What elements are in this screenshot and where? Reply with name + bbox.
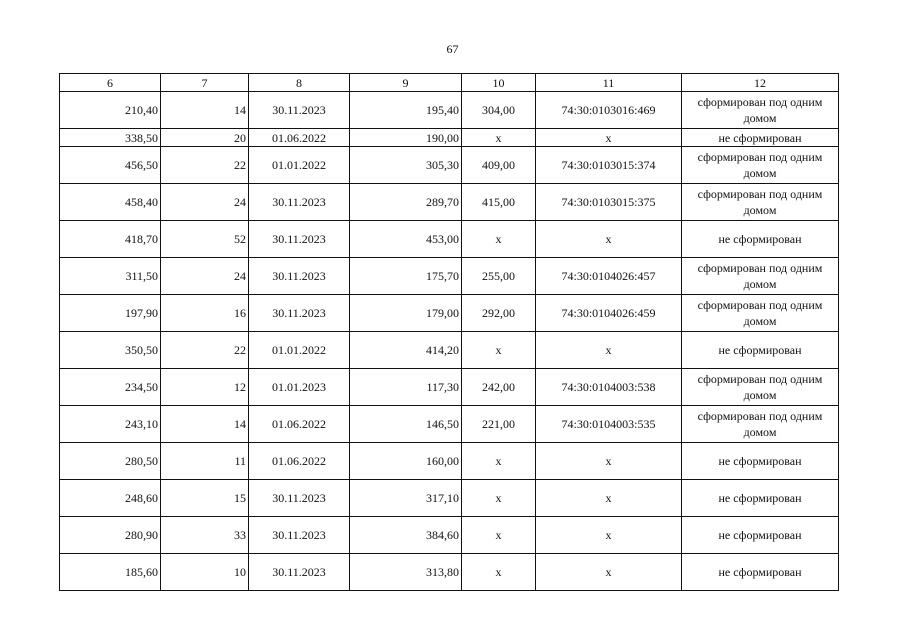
sum-cell: х bbox=[462, 480, 536, 517]
cadastral-number-cell: х bbox=[536, 443, 682, 480]
sum-cell: 242,00 bbox=[462, 369, 536, 406]
status-cell: сформирован под одним домом bbox=[682, 92, 839, 129]
date-cell: 01.01.2022 bbox=[249, 332, 350, 369]
area-cell: 243,10 bbox=[60, 406, 161, 443]
cadastral-number-cell: 74:30:0104026:459 bbox=[536, 295, 682, 332]
count-cell: 22 bbox=[161, 332, 249, 369]
cadastral-number-cell: 74:30:0103015:374 bbox=[536, 147, 682, 184]
page-number: 67 bbox=[446, 42, 459, 56]
area-cell: 456,50 bbox=[60, 147, 161, 184]
col-header: 9 bbox=[350, 74, 462, 92]
date-cell: 01.01.2023 bbox=[249, 369, 350, 406]
sum-cell: х bbox=[462, 517, 536, 554]
status-cell: не сформирован bbox=[682, 443, 839, 480]
table-row bbox=[60, 221, 839, 258]
count-cell: 20 bbox=[161, 129, 249, 147]
cadastral-number-cell: х bbox=[536, 517, 682, 554]
cadastral-number-cell: х bbox=[536, 221, 682, 258]
status-cell: не сформирован bbox=[682, 221, 839, 258]
table-row bbox=[60, 295, 839, 332]
table-row bbox=[60, 184, 839, 221]
table-row bbox=[60, 92, 839, 129]
value-cell: 175,70 bbox=[350, 258, 462, 295]
date-cell: 30.11.2023 bbox=[249, 221, 350, 258]
sum-cell: 221,00 bbox=[462, 406, 536, 443]
area-cell: 338,50 bbox=[60, 129, 161, 147]
table-row bbox=[60, 554, 839, 591]
value-cell: 289,70 bbox=[350, 184, 462, 221]
status-cell: сформирован под одним домом bbox=[682, 369, 839, 406]
value-cell: 414,20 bbox=[350, 332, 462, 369]
sum-cell: 304,00 bbox=[462, 92, 536, 129]
status-cell: сформирован под одним домом bbox=[682, 258, 839, 295]
status-cell: сформирован под одним домом bbox=[682, 295, 839, 332]
area-cell: 458,40 bbox=[60, 184, 161, 221]
value-cell: 195,40 bbox=[350, 92, 462, 129]
area-cell: 210,40 bbox=[60, 92, 161, 129]
count-cell: 14 bbox=[161, 92, 249, 129]
status-cell: не сформирован bbox=[682, 129, 839, 147]
sum-cell: х bbox=[462, 443, 536, 480]
area-cell: 280,50 bbox=[60, 443, 161, 480]
count-cell: 15 bbox=[161, 480, 249, 517]
date-cell: 30.11.2023 bbox=[249, 517, 350, 554]
table-row bbox=[60, 406, 839, 443]
col-header: 7 bbox=[161, 74, 249, 92]
table-row bbox=[60, 147, 839, 184]
count-cell: 12 bbox=[161, 369, 249, 406]
date-cell: 30.11.2023 bbox=[249, 184, 350, 221]
area-cell: 418,70 bbox=[60, 221, 161, 258]
status-cell: сформирован под одним домом bbox=[682, 184, 839, 221]
area-cell: 197,90 bbox=[60, 295, 161, 332]
status-cell: сформирован под одним домом bbox=[682, 147, 839, 184]
date-cell: 01.06.2022 bbox=[249, 443, 350, 480]
area-cell: 280,90 bbox=[60, 517, 161, 554]
value-cell: 453,00 bbox=[350, 221, 462, 258]
count-cell: 14 bbox=[161, 406, 249, 443]
header-row bbox=[60, 74, 839, 92]
area-cell: 350,50 bbox=[60, 332, 161, 369]
value-cell: 190,00 bbox=[350, 129, 462, 147]
cadastral-number-cell: х bbox=[536, 554, 682, 591]
data-table bbox=[59, 73, 839, 591]
date-cell: 30.11.2023 bbox=[249, 258, 350, 295]
cadastral-number-cell: 74:30:0103015:375 bbox=[536, 184, 682, 221]
date-cell: 30.11.2023 bbox=[249, 480, 350, 517]
date-cell: 01.06.2022 bbox=[249, 406, 350, 443]
table-row bbox=[60, 443, 839, 480]
count-cell: 16 bbox=[161, 295, 249, 332]
sum-cell: х bbox=[462, 554, 536, 591]
col-header: 12 bbox=[682, 74, 839, 92]
cadastral-number-cell: 74:30:0104026:457 bbox=[536, 258, 682, 295]
date-cell: 01.06.2022 bbox=[249, 129, 350, 147]
sum-cell: 415,00 bbox=[462, 184, 536, 221]
value-cell: 160,00 bbox=[350, 443, 462, 480]
date-cell: 30.11.2023 bbox=[249, 92, 350, 129]
cadastral-number-cell: 74:30:0104003:538 bbox=[536, 369, 682, 406]
area-cell: 311,50 bbox=[60, 258, 161, 295]
cadastral-number-cell: х bbox=[536, 332, 682, 369]
status-cell: не сформирован bbox=[682, 554, 839, 591]
table-row bbox=[60, 369, 839, 406]
count-cell: 10 bbox=[161, 554, 249, 591]
value-cell: 117,30 bbox=[350, 369, 462, 406]
sum-cell: х bbox=[462, 129, 536, 147]
col-header: 11 bbox=[536, 74, 682, 92]
col-header: 6 bbox=[60, 74, 161, 92]
count-cell: 52 bbox=[161, 221, 249, 258]
col-header: 8 bbox=[249, 74, 350, 92]
table-row bbox=[60, 480, 839, 517]
value-cell: 317,10 bbox=[350, 480, 462, 517]
sum-cell: 255,00 bbox=[462, 258, 536, 295]
value-cell: 384,60 bbox=[350, 517, 462, 554]
sum-cell: х bbox=[462, 221, 536, 258]
table-row bbox=[60, 332, 839, 369]
sum-cell: 292,00 bbox=[462, 295, 536, 332]
count-cell: 22 bbox=[161, 147, 249, 184]
table-row bbox=[60, 258, 839, 295]
table-body bbox=[60, 92, 839, 591]
sum-cell: х bbox=[462, 332, 536, 369]
area-cell: 185,60 bbox=[60, 554, 161, 591]
value-cell: 146,50 bbox=[350, 406, 462, 443]
status-cell: не сформирован bbox=[682, 480, 839, 517]
sum-cell: 409,00 bbox=[462, 147, 536, 184]
table-row bbox=[60, 129, 839, 147]
count-cell: 11 bbox=[161, 443, 249, 480]
table-row bbox=[60, 517, 839, 554]
date-cell: 30.11.2023 bbox=[249, 295, 350, 332]
area-cell: 248,60 bbox=[60, 480, 161, 517]
cadastral-number-cell: 74:30:0104003:535 bbox=[536, 406, 682, 443]
cadastral-number-cell: х bbox=[536, 480, 682, 517]
status-cell: сформирован под одним домом bbox=[682, 406, 839, 443]
cadastral-number-cell: х bbox=[536, 129, 682, 147]
value-cell: 305,30 bbox=[350, 147, 462, 184]
cadastral-number-cell: 74:30:0103016:469 bbox=[536, 92, 682, 129]
value-cell: 313,80 bbox=[350, 554, 462, 591]
col-header: 10 bbox=[462, 74, 536, 92]
count-cell: 24 bbox=[161, 184, 249, 221]
count-cell: 33 bbox=[161, 517, 249, 554]
value-cell: 179,00 bbox=[350, 295, 462, 332]
area-cell: 234,50 bbox=[60, 369, 161, 406]
count-cell: 24 bbox=[161, 258, 249, 295]
date-cell: 30.11.2023 bbox=[249, 554, 350, 591]
status-cell: не сформирован bbox=[682, 332, 839, 369]
status-cell: не сформирован bbox=[682, 517, 839, 554]
date-cell: 01.01.2022 bbox=[249, 147, 350, 184]
